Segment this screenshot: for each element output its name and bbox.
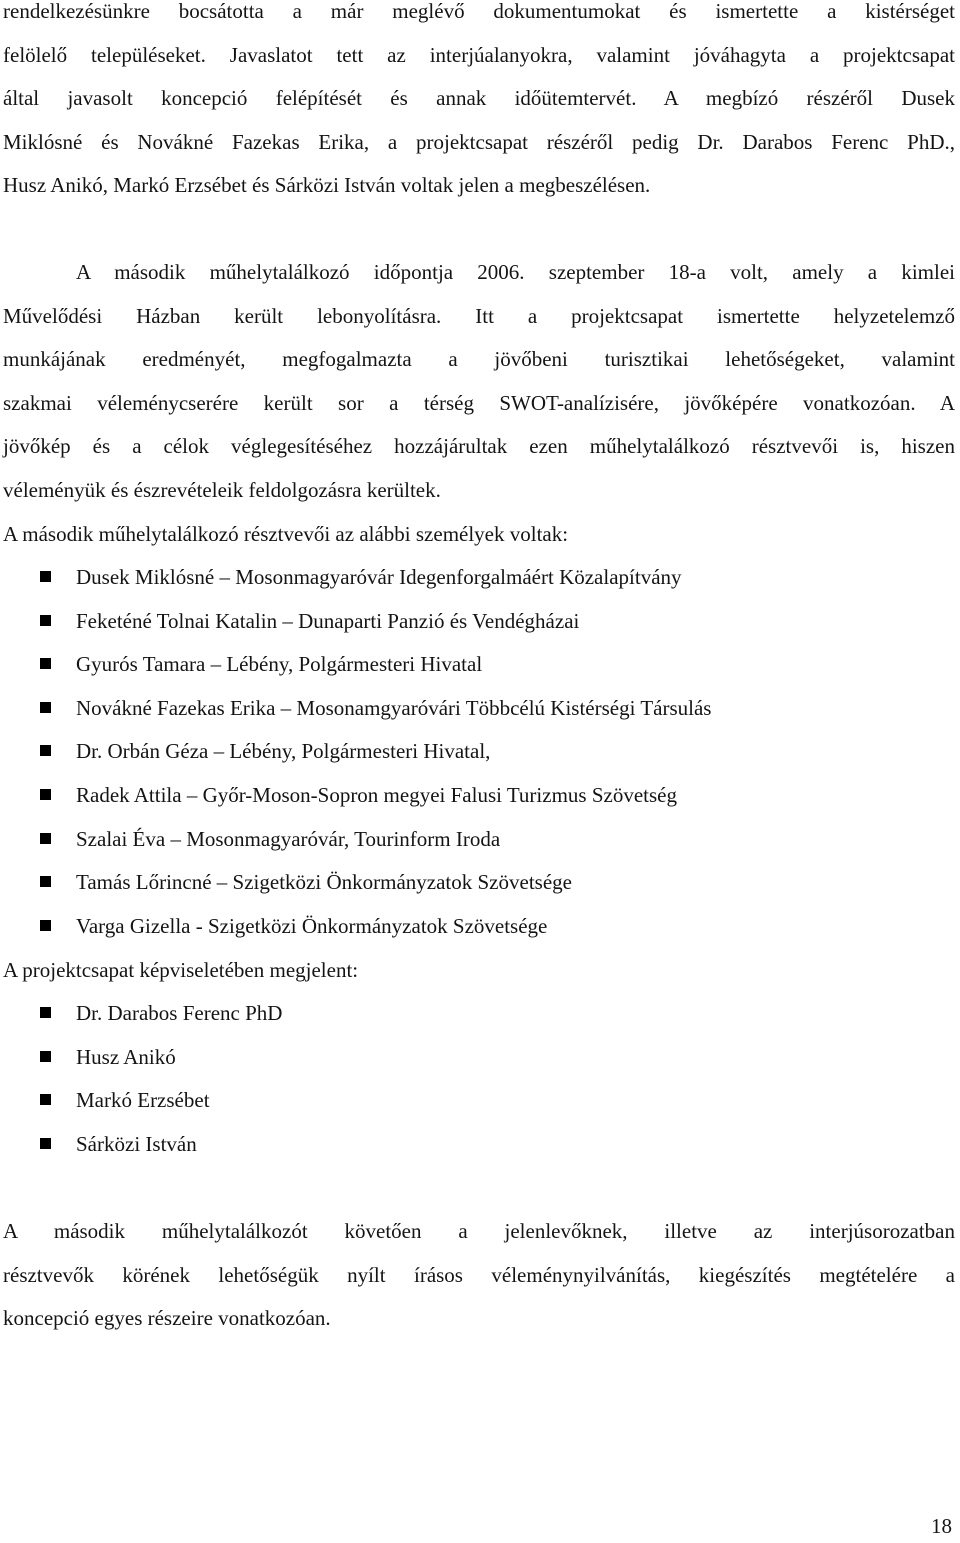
participant-name: Radek Attila – Győr-Moson-Sopron megyei Falusi Turizmus Szövetség [76,782,677,807]
team-intro: A projektcsapat képviseletében megjelent: [3,958,359,982]
text-line: A második műhelytalálkozó időpontja 2006. szeptember 18-a volt, amely a kimlei [76,260,955,284]
text-line: Miklósné és Novákné Fazekas Erika, a projektcsapat részéről pedig Dr. Darabos Ferenc PhD., [3,129,955,154]
list-item [40,1123,282,1167]
paragraph-follow-up [3,1210,955,1341]
square-bullet-icon [40,1094,51,1105]
list-item [40,556,711,600]
team-list [40,992,282,1166]
team-member-name: Dr. Darabos Ferenc PhD [76,1001,283,1025]
participant-name: Dr. Orbán Géza – Lébény, Polgármesteri Hivatal, [76,739,491,764]
participant-name: Gyurós Tamara – Lébény, Polgármesteri Hivatal [76,652,483,677]
text-line: által javasolt koncepció felépítését és annak időütemtervét. A megbízó részéről Dusek [3,86,955,110]
square-bullet-icon [40,1051,51,1062]
participant-name: Feketéné Tolnai Katalin – Dunaparti Panzió és Vendégházai [76,608,580,633]
text-line: véleményük és észrevételeik feldolgozásra kerültek. [3,477,441,502]
text-line: A második műhelytalálkozót követően a jelenlevőknek, illetve az interjúsorozatban [3,1219,955,1243]
participant-name: Varga Gizella - Szigetközi Önkormányzatok Szövetsége [76,913,548,938]
paragraph-second-workshop [3,251,955,512]
participants-intro: A második műhelytalálkozó résztvevői az alábbi személyek voltak: [3,522,569,546]
participant-name: Szalai Éva – Mosonmagyaróvár, Tourinform Iroda [76,826,501,851]
text-line: felölelő településeket. Javaslatot tett az interjúalanyokra, valamint jóváhagyta a projektcsapat [3,42,955,67]
participant-name: Dusek Miklósné – Mosonmagyaróvár Idegenforgalmáért Közalapítvány [76,565,682,589]
list-item [40,905,711,949]
square-bullet-icon [40,876,51,887]
square-bullet-icon [40,920,51,931]
text-line: szakmai véleménycserére került sor a térség SWOT-analízisére, jövőképére vonatkozóan. A [3,390,955,415]
list-item [40,730,711,774]
list-item [40,643,711,687]
text-line: jövőkép és a célok véglegesítéséhez hozzájárultak ezen műhelytalálkozó résztvevői is, hiszen [3,434,955,458]
text-line: munkájának eredményét, megfogalmazta a jövőbeni turisztikai lehetőségeket, valamint [3,347,955,371]
square-bullet-icon [40,702,51,713]
list-item [40,818,711,862]
list-item [40,774,711,818]
list-item [40,1036,282,1080]
list-item [40,861,711,905]
team-member-name: Markó Erzsébet [76,1088,210,1113]
text-line: résztvevők körének lehetőségük nyílt írásos véleménynyilvánítás, kiegészítés megtételére a [3,1262,955,1287]
square-bullet-icon [40,833,51,844]
team-member-name: Sárközi István [76,1131,197,1156]
square-bullet-icon [40,1007,51,1018]
participants-list [40,556,711,948]
list-item [40,600,711,644]
square-bullet-icon [40,615,51,626]
list-item [40,687,711,731]
square-bullet-icon [40,571,51,582]
participant-name: Novákné Fazekas Erika – Mosonamgyaróvári Többcélú Kistérségi Társulás [76,695,712,720]
text-line: koncepció egyes részeire vonatkozóan. [3,1306,331,1330]
list-item [40,1079,282,1123]
text-line: rendelkezésünkre bocsátotta a már meglévő dokumentumokat és ismertette a kistérséget [3,0,955,23]
square-bullet-icon [40,1138,51,1149]
participant-name: Tamás Lőrincné – Szigetközi Önkormányzatok Szövetsége [76,870,572,895]
square-bullet-icon [40,745,51,756]
team-member-name: Husz Anikó [76,1044,176,1069]
text-line: Művelődési Házban került lebonyolításra. Itt a projektcsapat ismertette helyzetelemző [3,303,955,328]
paragraph-meeting-summary [3,0,955,208]
page-number: 18 [931,1514,952,1538]
square-bullet-icon [40,658,51,669]
square-bullet-icon [40,789,51,800]
list-item [40,992,282,1036]
text-line: Husz Anikó, Markó Erzsébet és Sárközi István voltak jelen a megbeszélésen. [3,173,651,197]
